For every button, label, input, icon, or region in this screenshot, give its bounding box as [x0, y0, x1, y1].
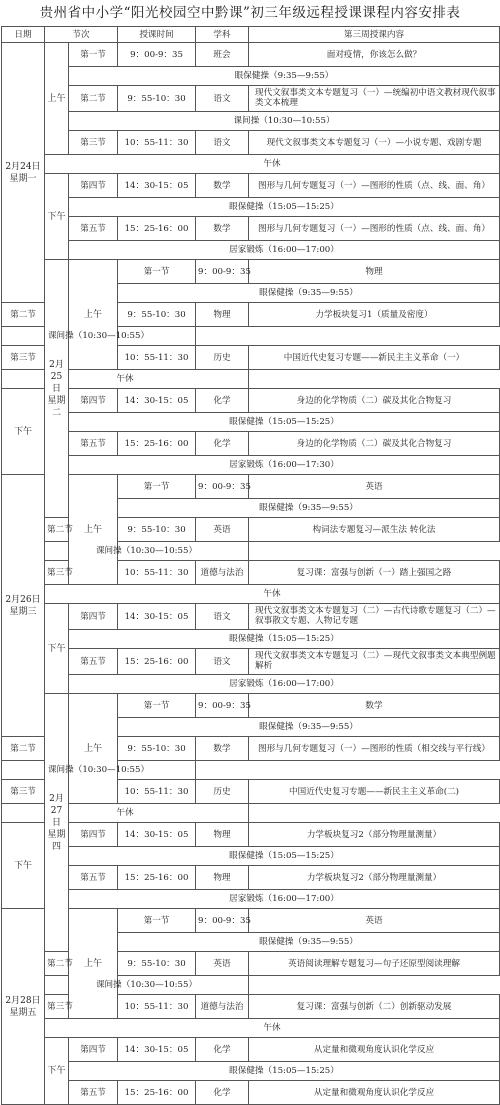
header-content: 第三周授课内容 — [249, 27, 500, 43]
lesson-content: 身边的化学物质（二）碳及其化合物复习 — [249, 432, 500, 456]
break-cell: 课间操（10:30—10:55） — [69, 112, 500, 131]
date-label: 2月24日 — [5, 161, 41, 172]
subject-cell: 语文 — [196, 649, 249, 675]
break-row — [2, 155, 500, 174]
time-cell: 9：00-9：35 — [118, 43, 196, 67]
header-time: 授课时间 — [118, 27, 196, 43]
morning-label: 上午 — [69, 694, 118, 804]
morning-label: 上午 — [45, 43, 69, 155]
break-row — [2, 761, 500, 780]
break-cell: 眼保健操（15:05—15:25） — [69, 847, 500, 866]
period-cell: 第二节 — [45, 952, 69, 976]
break-row — [2, 675, 500, 694]
time-cell: 15：25-16：00 — [118, 649, 196, 675]
afternoon-label: 下午 — [45, 604, 69, 694]
break-cell: 眼保健操（9:35—9:55） — [118, 499, 500, 518]
lesson-row — [2, 823, 500, 847]
lesson-content: 力学板块复习1（质量及密度） — [249, 303, 500, 327]
date-cell — [2, 475, 45, 737]
time-cell: 9：00-9：35 — [196, 475, 249, 499]
weekday-label: 星期二 — [47, 395, 66, 418]
lesson-content: 中国近代史复习专题——新民主主义革命(二) — [249, 780, 500, 804]
schedule-table — [1, 26, 500, 1105]
date-label: 2月26日 — [5, 594, 41, 605]
period-cell: 第五节 — [69, 217, 118, 241]
lesson-content: 中国近代史复习专题——新民主主义革命（一） — [249, 346, 500, 370]
lesson-content: 现代文叙事类文本专题复习（一）—小说专题、戏剧专题 — [249, 131, 500, 155]
lesson-content: 身边的化学物质（二）碳及其化合物复习 — [249, 389, 500, 413]
lesson-row — [2, 260, 500, 284]
lesson-content: 构词法专题复习—派生法 转化法 — [249, 518, 500, 542]
time-cell: 10：55-11：30 — [118, 995, 196, 1019]
lesson-row — [2, 217, 500, 241]
period-cell: 第五节 — [69, 866, 118, 890]
exercise-break-cell: 居家锻炼（16:00—17:00） — [69, 890, 500, 909]
time-cell: 15：25-16：00 — [118, 432, 196, 456]
break-cell: 眼保健操（9:35—9:55） — [118, 284, 500, 303]
exercise-break-cell: 居家锻炼（16:00—17:00） — [69, 675, 500, 694]
time-cell: 10：55-11：30 — [118, 780, 196, 804]
break-cell: 眼保健操（9:35—9:55） — [118, 933, 500, 952]
period-cell: 第一节 — [118, 260, 196, 284]
lesson-row — [2, 389, 500, 413]
break-cell: 课间操（10:30—10:55） — [45, 976, 249, 995]
header-date: 日期 — [2, 27, 45, 43]
subject-cell: 化学 — [196, 389, 249, 413]
period-cell: 第四节 — [69, 823, 118, 847]
afternoon-label: 下午 — [2, 823, 45, 909]
subject-cell: 语文 — [196, 604, 249, 630]
lesson-content: 从定量和微观角度认识化学反应 — [249, 1038, 500, 1062]
noon-break-cell: 午休 — [45, 155, 500, 174]
lesson-row — [2, 909, 500, 933]
break-cell: 眼保健操（15:05—15:25） — [69, 198, 500, 217]
subject-cell: 化学 — [196, 1038, 249, 1062]
period-cell: 第五节 — [69, 649, 118, 675]
time-cell: 9：55-10：30 — [118, 303, 196, 327]
break-row — [2, 327, 500, 346]
period-cell: 第二节 — [69, 86, 118, 112]
subject-cell: 英语 — [196, 518, 249, 542]
period-cell: 第一节 — [118, 694, 196, 718]
weekday-label: 星期一 — [9, 173, 37, 184]
subject-cell: 物理 — [249, 260, 500, 284]
period-cell: 第三节 — [45, 561, 69, 585]
time-cell: 14：30-15：05 — [118, 1038, 196, 1062]
break-cell: 眼保健操（9:35—9:55） — [118, 718, 500, 737]
period-cell: 第一节 — [118, 475, 196, 499]
lesson-content: 英语阅读理解专题复习—句子还原型阅读理解 — [249, 952, 500, 976]
break-row — [2, 1062, 500, 1081]
time-cell: 10：55-11：30 — [118, 346, 196, 370]
date-label: 2月25日 — [49, 359, 64, 394]
subject-cell: 道德与法治 — [196, 995, 249, 1019]
period-cell: 第三节 — [45, 995, 69, 1019]
header-period: 节次 — [45, 27, 118, 43]
lesson-row — [2, 604, 500, 630]
break-row — [2, 804, 500, 823]
period-cell: 第二节 — [2, 737, 45, 761]
time-cell: 9：55-10：30 — [118, 518, 196, 542]
break-cell: 课间操（10:30—10:55） — [45, 542, 249, 561]
break-row — [2, 585, 500, 604]
break-row — [2, 112, 500, 131]
date-cell — [45, 260, 69, 518]
time-cell: 9：00-9：35 — [196, 260, 249, 284]
subject-cell: 班会 — [196, 43, 249, 67]
break-cell: 课间操（10:30—10:55） — [2, 327, 196, 346]
exercise-break-cell: 居家锻炼（16:00—17:00） — [69, 241, 500, 260]
break-row — [2, 630, 500, 649]
time-cell: 14：30-15：05 — [118, 604, 196, 630]
lesson-content: 力学板块复习2（部分物理量测量） — [249, 823, 500, 847]
time-cell: 9：00-9：35 — [196, 694, 249, 718]
lesson-content: 图形与几何专题复习（一）—图形的性质（相交线与平行线） — [249, 737, 500, 761]
period-cell: 第一节 — [118, 909, 196, 933]
break-row — [2, 542, 500, 561]
period-cell: 第四节 — [69, 604, 118, 630]
date-cell — [2, 43, 45, 303]
subject-cell: 物理 — [196, 823, 249, 847]
lesson-content: 现代文叙事类文本专题复习（一）—统编初中语文教材现代叙事类文本梳理 — [249, 86, 500, 112]
noon-break-cell: 午休 — [45, 585, 500, 604]
afternoon-label: 下午 — [45, 1038, 69, 1105]
time-cell: 9：55-10：30 — [118, 86, 196, 112]
period-cell: 第四节 — [69, 389, 118, 413]
lesson-content: 复习课：富强与创新（二）创新驱动发展 — [249, 995, 500, 1019]
period-cell: 第三节 — [2, 346, 45, 370]
period-cell: 第五节 — [69, 1081, 118, 1105]
subject-cell: 数学 — [196, 174, 249, 198]
noon-break-cell: 午休 — [2, 370, 249, 389]
subject-cell: 物理 — [196, 303, 249, 327]
subject-cell: 历史 — [196, 346, 249, 370]
period-cell: 第一节 — [69, 43, 118, 67]
subject-cell: 英语 — [196, 952, 249, 976]
afternoon-label: 下午 — [2, 389, 45, 475]
time-cell: 14：30-15：05 — [118, 174, 196, 198]
page-title: 贵州省中小学“阳光校园空中黔课”初三年级远程授课课程内容安排表 — [39, 5, 461, 21]
subject-cell: 化学 — [196, 432, 249, 456]
lesson-row — [2, 694, 500, 718]
subject-cell: 数学 — [196, 737, 249, 761]
break-row — [2, 847, 500, 866]
break-row — [2, 456, 500, 475]
lesson-row — [2, 432, 500, 456]
time-cell: 15：25-16：00 — [118, 217, 196, 241]
noon-break-cell: 午休 — [2, 804, 249, 823]
break-row — [2, 976, 500, 995]
time-cell: 9：55-10：30 — [118, 737, 196, 761]
subject-cell: 数学 — [249, 694, 500, 718]
break-row — [2, 413, 500, 432]
afternoon-label: 下午 — [45, 174, 69, 260]
lesson-row — [2, 86, 500, 112]
lesson-content: 面对疫情，你该怎么做？ — [249, 43, 500, 67]
lesson-content: 复习课：富强与创新（一）踏上强国之路 — [249, 561, 500, 585]
break-cell: 眼保健操（15:05—15:25） — [69, 413, 500, 432]
exercise-break-cell: 居家锻炼（16:00—17:30） — [69, 456, 500, 475]
date-label: 2月28日 — [5, 995, 41, 1006]
lesson-content: 从定量和微观角度认识化学反应 — [249, 1081, 500, 1105]
lesson-row — [2, 43, 500, 67]
subject-cell: 语文 — [196, 86, 249, 112]
header-subject: 学科 — [196, 27, 249, 43]
break-cell: 课间操（10:30—10:55） — [2, 761, 196, 780]
noon-break-cell: 午休 — [45, 1019, 500, 1038]
lesson-content: 现代文叙事类文本专题复习（二）—古代诗歌专题复习（二）—叙事散文专题、人物记专题 — [249, 604, 500, 630]
weekday-label: 星期四 — [47, 829, 66, 852]
break-cell: 眼保健操（9:35—9:55） — [69, 67, 500, 86]
period-cell: 第四节 — [69, 1038, 118, 1062]
time-cell: 10：55-11：30 — [118, 561, 196, 585]
weekday-label: 星期五 — [9, 1007, 37, 1018]
subject-cell: 物理 — [196, 866, 249, 890]
period-cell: 第四节 — [69, 174, 118, 198]
time-cell: 14：30-15：05 — [118, 823, 196, 847]
lesson-content: 图形与几何专题复习（一）—图形的性质（点、线、面、角） — [249, 174, 500, 198]
date-cell — [2, 909, 45, 1105]
lesson-content: 力学板块复习2（部分物理量测量） — [249, 866, 500, 890]
subject-cell: 道德与法治 — [196, 561, 249, 585]
break-row — [2, 67, 500, 86]
lesson-content: 现代文叙事类文本专题复习（二）—现代文叙事类文本典型例题解析 — [249, 649, 500, 675]
break-row — [2, 198, 500, 217]
subject-cell: 英语 — [249, 475, 500, 499]
date-cell — [45, 694, 69, 952]
morning-label: 上午 — [69, 260, 118, 370]
weekday-label: 星期三 — [9, 606, 37, 617]
lesson-content: 图形与几何专题复习（一）—图形的性质（点、线、面、角） — [249, 217, 500, 241]
subject-cell: 数学 — [196, 217, 249, 241]
period-cell: 第五节 — [69, 432, 118, 456]
time-cell: 15：25-16：00 — [118, 1081, 196, 1105]
break-cell: 眼保健操（15:05—15:25） — [69, 630, 500, 649]
period-cell: 第三节 — [69, 131, 118, 155]
subject-cell: 语文 — [196, 131, 249, 155]
break-row — [2, 241, 500, 260]
lesson-row — [2, 1038, 500, 1062]
lesson-row — [2, 475, 500, 499]
subject-cell: 历史 — [196, 780, 249, 804]
lesson-row — [2, 649, 500, 675]
lesson-row — [2, 131, 500, 155]
time-cell: 10：55-11：30 — [118, 131, 196, 155]
break-row — [2, 890, 500, 909]
table-header-row — [2, 27, 500, 43]
morning-label: 上午 — [69, 909, 118, 1019]
period-cell: 第二节 — [45, 518, 69, 542]
time-cell: 15：25-16：00 — [118, 866, 196, 890]
subject-cell: 英语 — [249, 909, 500, 933]
period-cell: 第三节 — [2, 780, 45, 804]
break-row — [2, 1019, 500, 1038]
time-cell: 9：55-10：30 — [118, 952, 196, 976]
subject-cell: 化学 — [196, 1081, 249, 1105]
time-cell: 9：00-9：35 — [196, 909, 249, 933]
lesson-row — [2, 174, 500, 198]
break-cell: 眼保健操（15:05—15:25） — [69, 1062, 500, 1081]
date-label: 2月27日 — [49, 793, 64, 828]
morning-label: 上午 — [69, 475, 118, 585]
time-cell: 14：30-15：05 — [118, 389, 196, 413]
period-cell: 第二节 — [2, 303, 45, 327]
lesson-row — [2, 1081, 500, 1105]
break-row — [2, 370, 500, 389]
lesson-row — [2, 866, 500, 890]
